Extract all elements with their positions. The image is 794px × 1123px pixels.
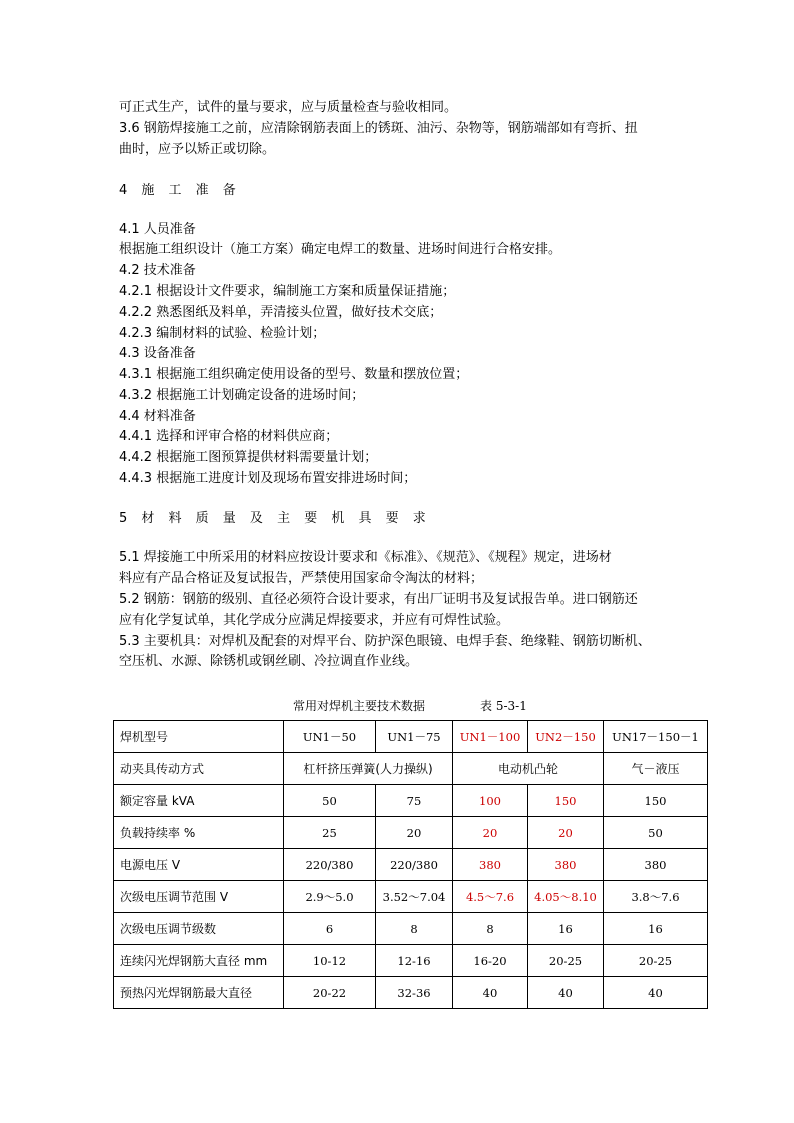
table-cell: 32-36 [376, 977, 453, 1009]
row-label: 连续闪光焊钢筋大直径 mm [114, 945, 284, 977]
text-line: 应有化学复试单，其化学成分应满足焊接要求，并应有可焊性试验。 [119, 613, 510, 628]
text-line: 4.4.1 选择和评审合格的材料供应商； [119, 429, 339, 444]
table-row [114, 945, 708, 977]
table-cell: 25 [284, 817, 376, 849]
table-cell: 4.05～8.10 [528, 881, 604, 913]
table-cell: 电动机凸轮 [453, 753, 604, 785]
table-cell: 20 [453, 817, 528, 849]
table-cell: 6 [284, 913, 376, 945]
table-cell: 20-25 [604, 945, 708, 977]
table-cell: 4.5～7.6 [453, 881, 528, 913]
table-cell: 40 [528, 977, 604, 1009]
row-label: 预热闪光焊钢筋最大直径 [114, 977, 284, 1009]
subsection-heading: 4.1 人员准备 [119, 222, 196, 237]
table-row [114, 753, 708, 785]
table-cell: 12-16 [376, 945, 453, 977]
welder-spec-table [113, 720, 708, 1009]
table-cell: 220/380 [376, 849, 453, 881]
text-line: 4.3.1 根据施工组织确定使用设备的型号、数量和摆放位置； [119, 367, 469, 382]
table-row [114, 913, 708, 945]
text-line: 4.4.3 根据施工进度计划及现场布置安排进场时间； [119, 471, 417, 486]
table-cell: 380 [604, 849, 708, 881]
table-cell: 75 [376, 785, 453, 817]
table-cell: 2.9～5.0 [284, 881, 376, 913]
table-row [114, 849, 708, 881]
table-cell: 380 [528, 849, 604, 881]
text-line: 4.2.3 编制材料的试验、检验计划； [119, 326, 326, 341]
table-cell: 220/380 [284, 849, 376, 881]
table-cell: 3.52～7.04 [376, 881, 453, 913]
section-heading: 5 材 料 质 量 及 主 要 机 具 要 求 [119, 511, 431, 526]
table-cell: 20-25 [528, 945, 604, 977]
row-label: 焊机型号 [114, 721, 284, 753]
table-cell: 8 [376, 913, 453, 945]
table-cell: 气－液压 [604, 753, 708, 785]
subsection-heading: 4.4 材料准备 [119, 409, 196, 424]
table-cell: 16 [604, 913, 708, 945]
model-cell: UN1－50 [284, 721, 376, 753]
row-label: 次级电压调节范围 V [114, 881, 284, 913]
table-cell: 150 [528, 785, 604, 817]
model-cell: UN1－100 [453, 721, 528, 753]
text-line: 5.3 主要机具：对焊机及配套的对焊平台、防护深色眼镜、电焊手套、绝缘鞋、钢筋切断机、 [119, 634, 651, 649]
table-cell: 40 [604, 977, 708, 1009]
text-line: 根据施工组织设计（施工方案）确定电焊工的数量、进场时间进行合格安排。 [119, 242, 562, 257]
text-line: 4.2.2 熟悉图纸及料单，弄清接头位置，做好技术交底； [119, 305, 443, 320]
table-cell: 150 [604, 785, 708, 817]
row-label: 动夹具传动方式 [114, 753, 284, 785]
model-cell: UN1－75 [376, 721, 453, 753]
table-number: 表 5-3-1 [480, 699, 527, 713]
text-line: 料应有产品合格证及复试报告，严禁使用国家命令淘汰的材料； [119, 571, 484, 586]
subsection-heading: 4.2 技术准备 [119, 263, 196, 278]
table-cell: 50 [284, 785, 376, 817]
table-cell: 3.8～7.6 [604, 881, 708, 913]
text-line: 5.1 焊接施工中所采用的材料应按设计要求和《标准》、《规范》、《规程》规定，进场材 [119, 550, 612, 565]
row-label: 次级电压调节级数 [114, 913, 284, 945]
text-line: 5.2 钢筋：钢筋的级别、直径必须符合设计要求，有出厂证明书及复试报告单。进口钢筋还 [119, 592, 638, 607]
model-cell: UN17－150－1 [604, 721, 708, 753]
text-line: 4.2.1 根据设计文件要求，编制施工方案和质量保证措施； [119, 284, 456, 299]
table-cell: 20-22 [284, 977, 376, 1009]
text-line: 曲时，应予以矫正或切除。 [119, 142, 276, 157]
table-caption: 常用对焊机主要技术数据 [293, 699, 426, 713]
text-line: 可正式生产，试件的量与要求，应与质量检查与验收相同。 [119, 100, 458, 115]
table-cell: 10-12 [284, 945, 376, 977]
row-label: 电源电压 V [114, 849, 284, 881]
table-cell: 380 [453, 849, 528, 881]
text-line: 4.3.2 根据施工计划确定设备的进场时间； [119, 388, 365, 403]
table-row [114, 881, 708, 913]
subsection-heading: 4.3 设备准备 [119, 346, 196, 361]
text-line: 4.4.2 根据施工图预算提供材料需要量计划； [119, 450, 378, 465]
text-line: 空压机、水源、除锈机或钢丝刷、冷拉调直作业线。 [119, 654, 419, 669]
table-cell: 16 [528, 913, 604, 945]
table-cell: 8 [453, 913, 528, 945]
table-cell: 杠杆挤压弹簧(人力操纵) [284, 753, 453, 785]
row-label: 负载持续率 % [114, 817, 284, 849]
row-label: 额定容量 kVA [114, 785, 284, 817]
model-cell: UN2－150 [528, 721, 604, 753]
section-heading: 4 施 工 准 备 [119, 183, 241, 198]
table-header-row [114, 721, 708, 753]
table-cell: 16-20 [453, 945, 528, 977]
table-row [114, 817, 708, 849]
text-line: 3.6 钢筋焊接施工之前，应清除钢筋表面上的锈斑、油污、杂物等，钢筋端部如有弯折、扭 [119, 121, 638, 136]
table-row [114, 785, 708, 817]
table-cell: 20 [376, 817, 453, 849]
table-cell: 50 [604, 817, 708, 849]
table-cell: 20 [528, 817, 604, 849]
table-row [114, 977, 708, 1009]
table-cell: 40 [453, 977, 528, 1009]
table-cell: 100 [453, 785, 528, 817]
